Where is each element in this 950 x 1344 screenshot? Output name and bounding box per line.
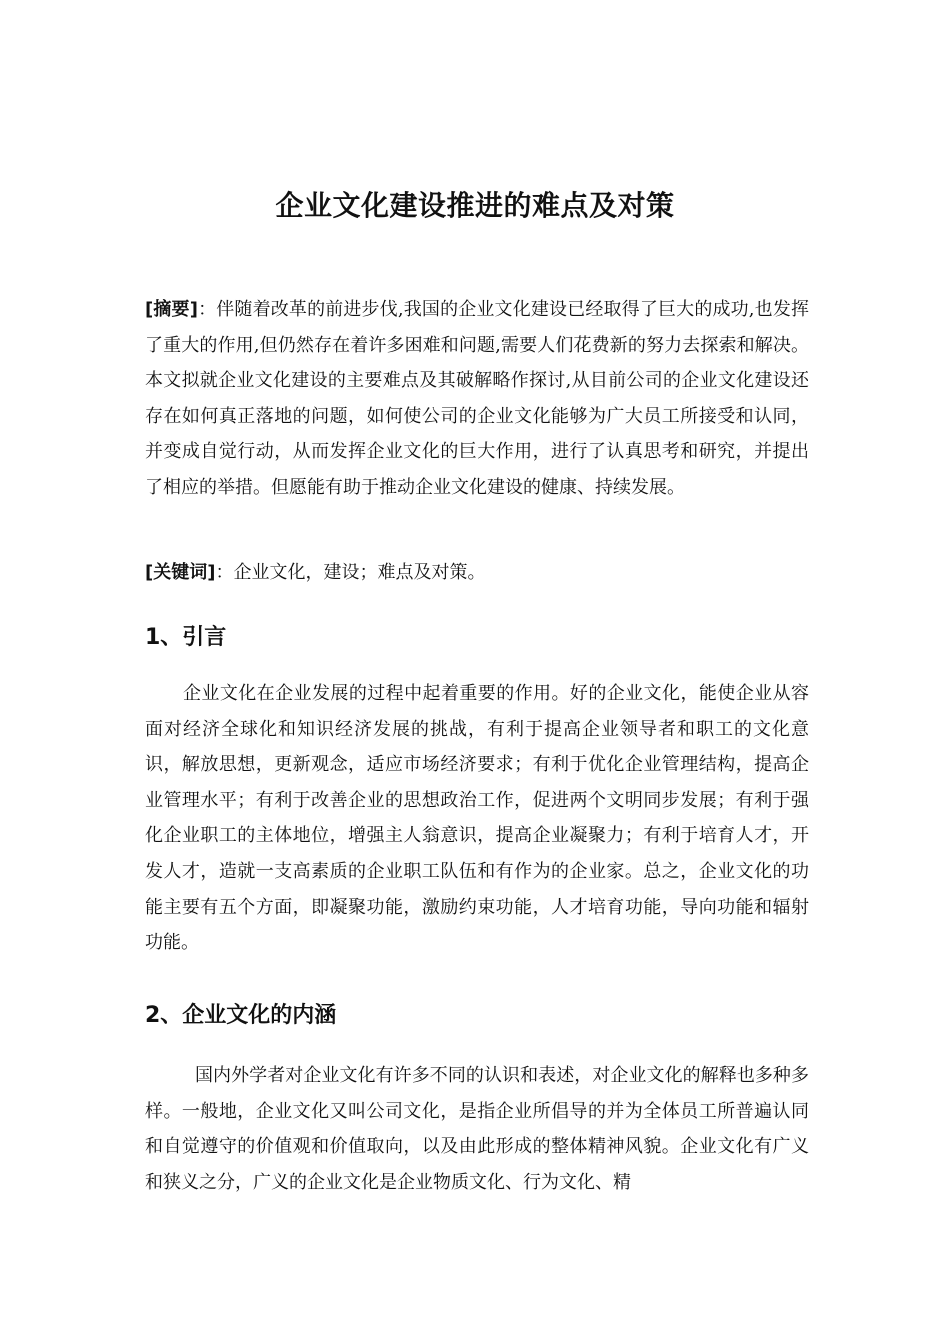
section-heading-introduction: 1、引言 [145, 625, 227, 650]
keywords-text: 企业文化，建设；难点及对策。 [233, 562, 486, 583]
section-paragraph-connotation: 国内外学者对企业文化有许多不同的认识和表述，对企业文化的解释也多种多样。一般地，企业文化又叫公司文化，是指企业所倡导的并为全体员工所普遍认同和自觉遵守的价值观和价值取向，以及由此形成的整体精神风貌。企业文化有广义和狭义之分，广义的企业文化是企业物质文化、行为文化、精 [145, 1065, 809, 1193]
abstract-separator: ： [197, 299, 217, 320]
abstract-text: 伴随着改革的前进步伐,我国的企业文化建设已经取得了巨大的成功,也发挥了重大的作用,但仍然存在着许多困难和问题,需要人们花费新的努力去探索和解决。本文拟就企业文化建设的主要难点及其破解略作探讨,从目前公司的企业文化建设还存在如何真正落地的问题，如何使公司的企业文化能够为广大员工所接受和认同，并变成自觉行动，从而发挥企业文化的巨大作用，进行了认真思考和研究，并提出了相应的举措。但愿能有助于推动企业文化建设的健康、持续发展。 [145, 299, 809, 498]
abstract-paragraph [145, 292, 809, 506]
keywords-label: [关键词] [145, 562, 216, 583]
document-title: 企业文化建设推进的难点及对策 [275, 189, 675, 222]
keywords-paragraph [145, 555, 809, 591]
abstract-label: [摘要] [145, 299, 198, 320]
section-paragraph-introduction: 企业文化在企业发展的过程中起着重要的作用。好的企业文化，能使企业从容面对经济全球化和知识经济发展的挑战，有利于提高企业领导者和职工的文化意识，解放思想，更新观念，适应市场经济要求；有利于优化企业管理结构，提高企业管理水平；有利于改善企业的思想政治工作，促进两个文明同步发展；有利于强化企业职工的主体地位，增强主人翁意识，提高企业凝聚力；有利于培育人才，开发人才，造就一支高素质的企业职工队伍和有作为的企业家。总之，企业文化的功能主要有五个方面，即凝聚功能，激励约束功能，人才培育功能，导向功能和辐射功能。 [145, 683, 809, 954]
keywords-separator: ： [215, 562, 234, 583]
section-heading-connotation: 2、企业文化的内涵 [145, 1003, 337, 1028]
